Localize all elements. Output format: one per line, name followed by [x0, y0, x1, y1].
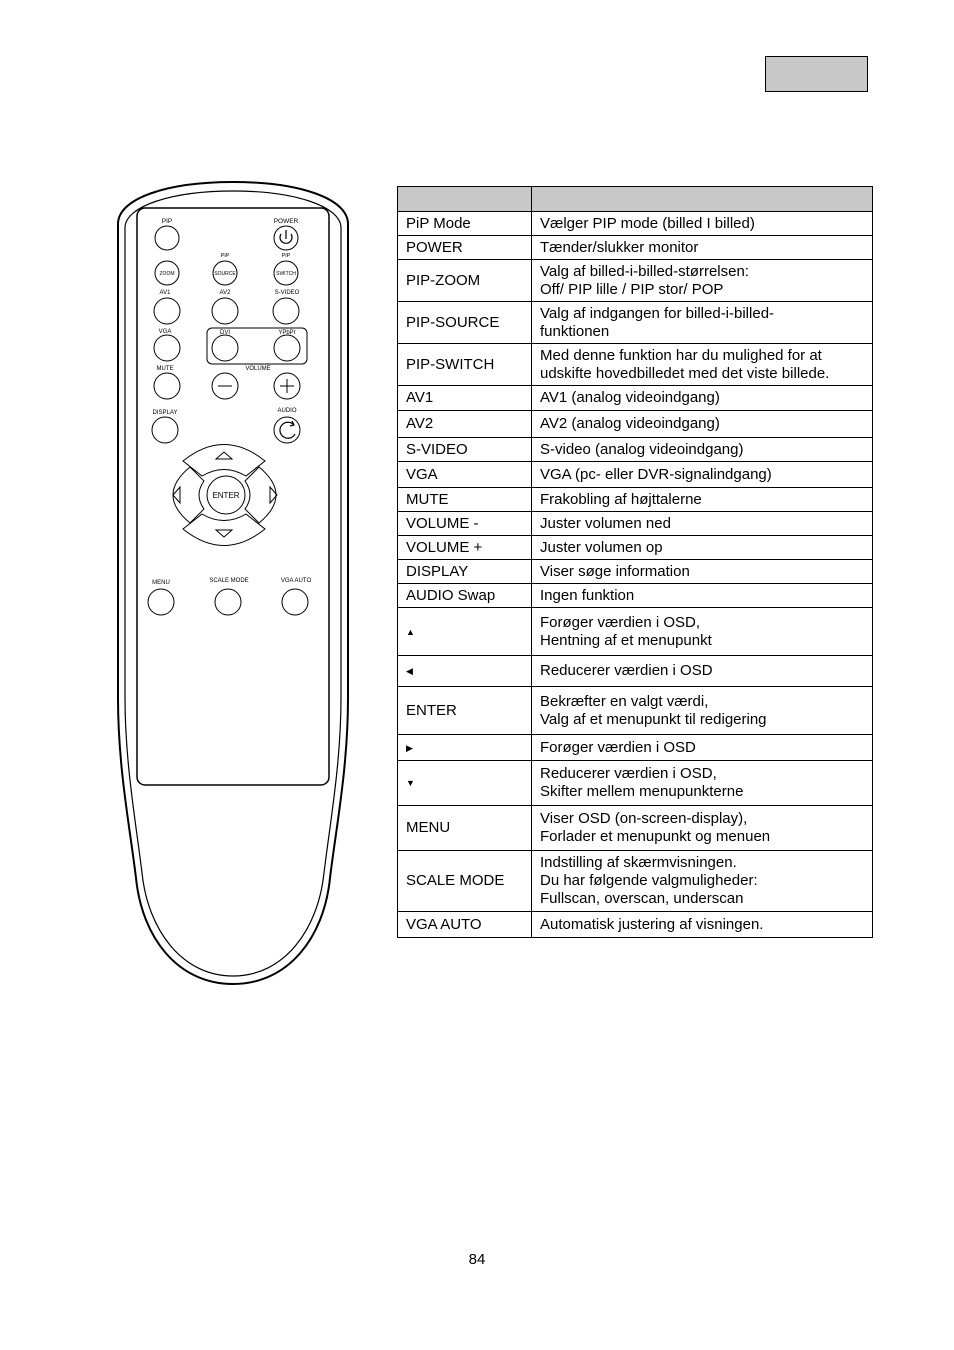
audio-swap-icon: [280, 421, 295, 438]
power-icon: [280, 230, 292, 243]
enter-label: ENTER: [212, 491, 240, 500]
remote-function-table: [397, 186, 873, 938]
desc-cell: Valg af indgangen for billed-i-billed- funktionen: [532, 302, 873, 344]
table-row: [398, 851, 873, 912]
desc-cell: AV1 (analog videoindgang): [532, 386, 873, 411]
key-cell: AV1: [398, 386, 532, 411]
remote-control-illustration: [108, 178, 358, 988]
audio-label: AUDIO: [277, 408, 297, 414]
pip-label: PIP: [161, 218, 173, 225]
table-row: [398, 302, 873, 344]
desc-cell: Tænder/slukker monitor: [532, 236, 873, 260]
scale-mode-button: [215, 589, 241, 615]
desc-cell: Juster volumen op: [532, 536, 873, 560]
right-arrow-icon: ▶: [398, 735, 532, 761]
desc-cell: Med denne funktion har du mulighed for at udskifte hovedbilledet med det viste billede.: [532, 344, 873, 386]
display-button: [152, 417, 178, 443]
switch-label: SWITCH: [276, 271, 296, 277]
mute-button: [154, 373, 180, 399]
pip-button: [155, 226, 179, 250]
table-row: [398, 560, 873, 584]
desc-cell: Viser søge information: [532, 560, 873, 584]
key-cell: MENU: [398, 806, 532, 851]
zoom-label: ZOOM: [159, 271, 175, 277]
key-cell: AUDIO Swap: [398, 584, 532, 608]
desc-cell: Forøger værdien i OSD: [532, 735, 873, 761]
mute-label: MUTE: [156, 366, 174, 372]
up-arrow-icon: [216, 452, 232, 459]
desc-cell: Reducerer værdien i OSD, Skifter mellem menupunkterne: [532, 761, 873, 806]
down-arrow-icon: ▼: [398, 761, 532, 806]
av2-label: AV2: [219, 290, 231, 296]
vga-auto-label: VGA AUTO: [280, 578, 312, 584]
pip-label-2: PIP: [220, 253, 230, 259]
svideo-label: S-VIDEO: [274, 290, 300, 296]
desc-cell: Valg af billed-i-billed-størrelsen: Off/ PIP lille / PIP stor/ POP: [532, 260, 873, 302]
av1-label: AV1: [159, 290, 171, 296]
plus-icon: [280, 379, 294, 393]
key-cell: PIP-ZOOM: [398, 260, 532, 302]
menu-label: MENU: [152, 580, 170, 586]
table-header-row: [398, 187, 873, 212]
desc-cell: Ingen funktion: [532, 584, 873, 608]
menu-button: [148, 589, 174, 615]
table-row: [398, 735, 873, 761]
table-row: [398, 344, 873, 386]
table-row: [398, 687, 873, 735]
table-row: [398, 761, 873, 806]
display-label: DISPLAY: [152, 410, 178, 416]
table-row: [398, 608, 873, 656]
vga-auto-button: [282, 589, 308, 615]
key-cell: PiP Mode: [398, 212, 532, 236]
language-tab-box: [765, 56, 868, 92]
desc-cell: Forøger værdien i OSD, Hentning af et menupunkt: [532, 608, 873, 656]
ypbpr-label: YPbPr: [278, 330, 296, 336]
desc-cell: Reducerer værdien i OSD: [532, 656, 873, 687]
audio-button: [274, 417, 300, 443]
dvi-button: [212, 335, 238, 361]
desc-cell: S-video (analog videoindgang): [532, 438, 873, 462]
key-cell: SCALE MODE: [398, 851, 532, 912]
key-cell: VGA AUTO: [398, 912, 532, 938]
left-arrow-icon: ◀: [398, 656, 532, 687]
table-row: [398, 411, 873, 438]
table-row: [398, 462, 873, 488]
desc-cell: Viser OSD (on-screen-display), Forlader et menupunkt og menuen: [532, 806, 873, 851]
vga-button: [154, 335, 180, 361]
table-row: [398, 386, 873, 411]
ypbpr-button: [274, 335, 300, 361]
page-number: 84: [468, 1251, 486, 1268]
desc-cell: VGA (pc- eller DVR-signalindgang): [532, 462, 873, 488]
up-arrow-icon: ▲: [398, 608, 532, 656]
table-row: [398, 438, 873, 462]
key-cell: AV2: [398, 411, 532, 438]
key-cell: POWER: [398, 236, 532, 260]
key-cell: S-VIDEO: [398, 438, 532, 462]
table-row: [398, 536, 873, 560]
table-header-key: [398, 187, 532, 212]
key-cell: PIP-SOURCE: [398, 302, 532, 344]
table-row: [398, 806, 873, 851]
down-arrow-icon: [216, 530, 232, 537]
source-label: SOURCE: [214, 271, 236, 277]
av2-button: [212, 298, 238, 324]
table-row: [398, 912, 873, 938]
desc-cell: Automatisk justering af visningen.: [532, 912, 873, 938]
desc-cell: Juster volumen ned: [532, 512, 873, 536]
table-row: [398, 512, 873, 536]
pip-label-3: PIP: [281, 253, 291, 259]
dpad-left-button: [173, 467, 204, 523]
desc-cell: Bekræfter en valgt værdi, Valg af et menupunkt til redigering: [532, 687, 873, 735]
table-row: [398, 260, 873, 302]
key-cell: PIP-SWITCH: [398, 344, 532, 386]
scale-mode-label: SCALE MODE: [209, 578, 249, 584]
table-row: [398, 584, 873, 608]
key-cell: VOLUME +: [398, 536, 532, 560]
key-cell: VOLUME -: [398, 512, 532, 536]
key-cell: DISPLAY: [398, 560, 532, 584]
volume-label: VOLUME: [245, 366, 271, 372]
key-cell: ENTER: [398, 687, 532, 735]
table-row: [398, 488, 873, 512]
dpad-right-button: [245, 467, 276, 523]
av1-button: [154, 298, 180, 324]
key-cell: VGA: [398, 462, 532, 488]
dvi-label: DVI: [219, 330, 231, 336]
key-cell: MUTE: [398, 488, 532, 512]
table-row: [398, 212, 873, 236]
table-row: [398, 656, 873, 687]
desc-cell: Indstilling af skærmvisningen. Du har følgende valgmuligheder: Fullscan, overscan, underscan: [532, 851, 873, 912]
desc-cell: Vælger PIP mode (billed I billed): [532, 212, 873, 236]
table-row: [398, 236, 873, 260]
table-header-function: [532, 187, 873, 212]
desc-cell: AV2 (analog videoindgang): [532, 411, 873, 438]
power-label: POWER: [273, 218, 299, 225]
svideo-button: [273, 298, 299, 324]
vga-label: VGA: [158, 329, 172, 335]
desc-cell: Frakobling af højttalerne: [532, 488, 873, 512]
dpad-up-button: [183, 445, 265, 477]
